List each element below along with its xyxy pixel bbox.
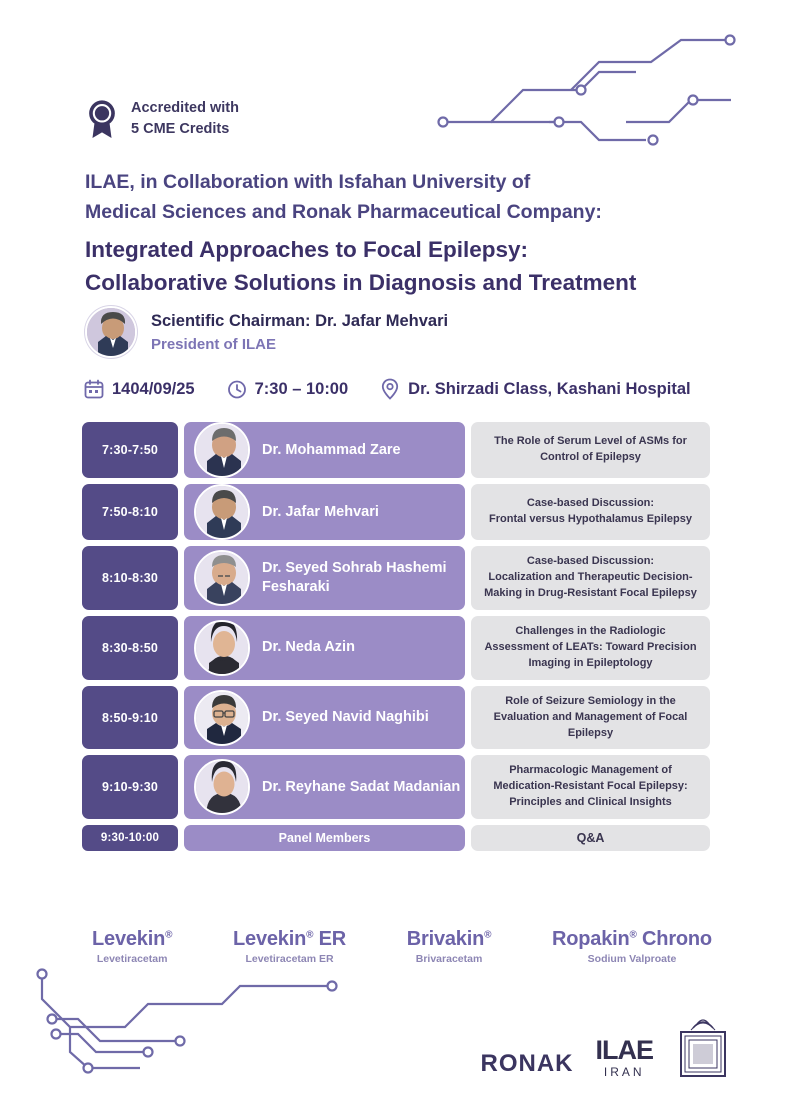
row-time: 7:30-7:50: [82, 422, 178, 478]
event-time-text: 7:30 – 10:00: [254, 379, 349, 398]
table-row: [82, 546, 710, 610]
table-row: [82, 686, 710, 750]
page-title: [85, 234, 745, 299]
row-topic: Case-based Discussion: Localization and Therapeutic Decision-Making in Drug-Resistant Focal Epilepsy: [471, 546, 710, 610]
accreditation-text: [131, 98, 239, 140]
table-row: [82, 422, 710, 478]
panel-topic: Q&A: [471, 825, 710, 851]
table-row: [82, 755, 710, 819]
brand-levekin: [92, 928, 172, 965]
ronak-logo: RONAK: [480, 1050, 574, 1077]
row-time: 7:50-8:10: [82, 484, 178, 540]
calendar-icon: [84, 379, 104, 399]
row-topic: Case-based Discussion: Frontal versus Hypothalamus Epilepsy: [471, 484, 710, 540]
accreditation-badge: [85, 98, 239, 140]
speaker-name: Dr. Neda Azin: [262, 639, 355, 656]
event-location: [380, 378, 690, 400]
speaker-portrait-icon: [196, 692, 250, 746]
pre-title: [85, 167, 725, 227]
brand-brivakin: [407, 928, 492, 965]
circuit-decoration-top-icon: [431, 30, 751, 155]
panel-time: 9:30-10:00: [82, 825, 178, 851]
speaker-avatar: [194, 620, 250, 676]
row-topic: The Role of Serum Level of ASMs for Control of Epilepsy: [471, 422, 710, 478]
row-speaker: [184, 755, 465, 819]
speaker-name: Dr. Seyed Sohrab Hashemi Fesharaki: [262, 560, 447, 595]
schedule-table: [82, 422, 710, 857]
row-speaker: [184, 686, 465, 750]
chairman-block: [85, 306, 448, 358]
row-time: 8:30-8:50: [82, 616, 178, 680]
row-time: 8:50-9:10: [82, 686, 178, 750]
speaker-portrait-icon: [196, 761, 250, 815]
speaker-portrait-icon: [196, 552, 250, 606]
row-speaker: [184, 484, 465, 540]
brand-levekin-er: [233, 928, 346, 965]
chairman-avatar: [85, 306, 137, 358]
ilae-logo-main: ILAE: [595, 1035, 653, 1065]
clock-icon: [227, 379, 247, 399]
row-topic: Role of Seizure Semiology in the Evaluation and Management of Focal Epilepsy: [471, 686, 710, 750]
chairman-name: Scientific Chairman: Dr. Jafar Mehvari: [151, 312, 449, 331]
speaker-avatar: [194, 550, 250, 606]
isfahan-university-seal-icon: [675, 1014, 731, 1078]
footer-logos: [480, 1014, 731, 1078]
speaker-avatar: [194, 422, 250, 478]
ilae-logo-sub: IRAN: [603, 1065, 645, 1079]
speaker-portrait-icon: [196, 424, 250, 478]
row-topic: Challenges in the Radiologic Assessment of LEATs: Toward Precision Imaging in Epileptology: [471, 616, 710, 680]
row-speaker: [184, 422, 465, 478]
row-speaker: [184, 616, 465, 680]
speaker-name: Dr. Jafar Mehvari: [262, 503, 379, 520]
event-date-text: 1404/09/25: [112, 379, 195, 398]
speaker-portrait-icon: [196, 622, 250, 676]
pre-title-line1: ILAE, in Collaboration with Isfahan University of: [85, 171, 531, 193]
event-location-text: Dr. Shirzadi Class, Kashani Hospital: [408, 379, 691, 398]
row-speaker: [184, 546, 465, 610]
brand-ropakin-chrono: [552, 928, 712, 965]
speaker-name: Dr. Reyhane Sadat Madanian: [262, 778, 461, 795]
brand-name: Levekin®: [92, 928, 173, 950]
panel-members: Panel Members: [184, 825, 465, 851]
event-date: [84, 379, 195, 399]
award-medal-icon: [85, 99, 119, 139]
brand-generic: Brivaracetam: [415, 953, 483, 965]
title-line1: Integrated Approaches to Focal Epilepsy:: [85, 237, 529, 262]
brand-generic: Levetiracetam: [96, 953, 168, 965]
brand-name: Levekin® ER: [233, 928, 347, 950]
accreditation-line2: 5 CME Credits: [131, 121, 230, 138]
table-row: [82, 616, 710, 680]
brand-name: Brivakin®: [406, 928, 492, 950]
map-pin-icon: [380, 378, 400, 400]
circuit-decoration-bottom-icon: [30, 964, 360, 1074]
event-meta: [84, 378, 691, 400]
pre-title-line2: Medical Sciences and Ronak Pharmaceutical Company:: [85, 201, 602, 224]
speaker-avatar: [194, 484, 250, 540]
row-time: 8:10-8:30: [82, 546, 178, 610]
brand-generic: Sodium Valproate: [587, 953, 677, 965]
row-time: 9:10-9:30: [82, 755, 178, 819]
ilae-logo: [595, 1037, 653, 1078]
product-brands: [92, 928, 712, 965]
brand-generic: Levetiracetam ER: [245, 953, 334, 965]
chairman-role: President of ILAE: [151, 335, 277, 353]
event-time: [227, 379, 349, 399]
table-row-panel: [82, 825, 710, 851]
chairman-portrait-icon: [87, 308, 137, 358]
brand-name: Ropakin® Chrono: [552, 928, 712, 950]
table-row: [82, 484, 710, 540]
title-line2: Collaborative Solutions in Diagnosis and Treatment: [85, 269, 637, 295]
speaker-name: Dr. Seyed Navid Naghibi: [262, 709, 429, 726]
speaker-portrait-icon: [196, 486, 250, 540]
accreditation-line1: Accredited with: [131, 100, 239, 116]
row-topic: Pharmacologic Management of Medication-Resistant Focal Epilepsy: Principles and Clinical Insights: [471, 755, 710, 819]
speaker-name: Dr. Mohammad Zare: [262, 441, 401, 458]
speaker-avatar: [194, 759, 250, 815]
speaker-avatar: [194, 690, 250, 746]
